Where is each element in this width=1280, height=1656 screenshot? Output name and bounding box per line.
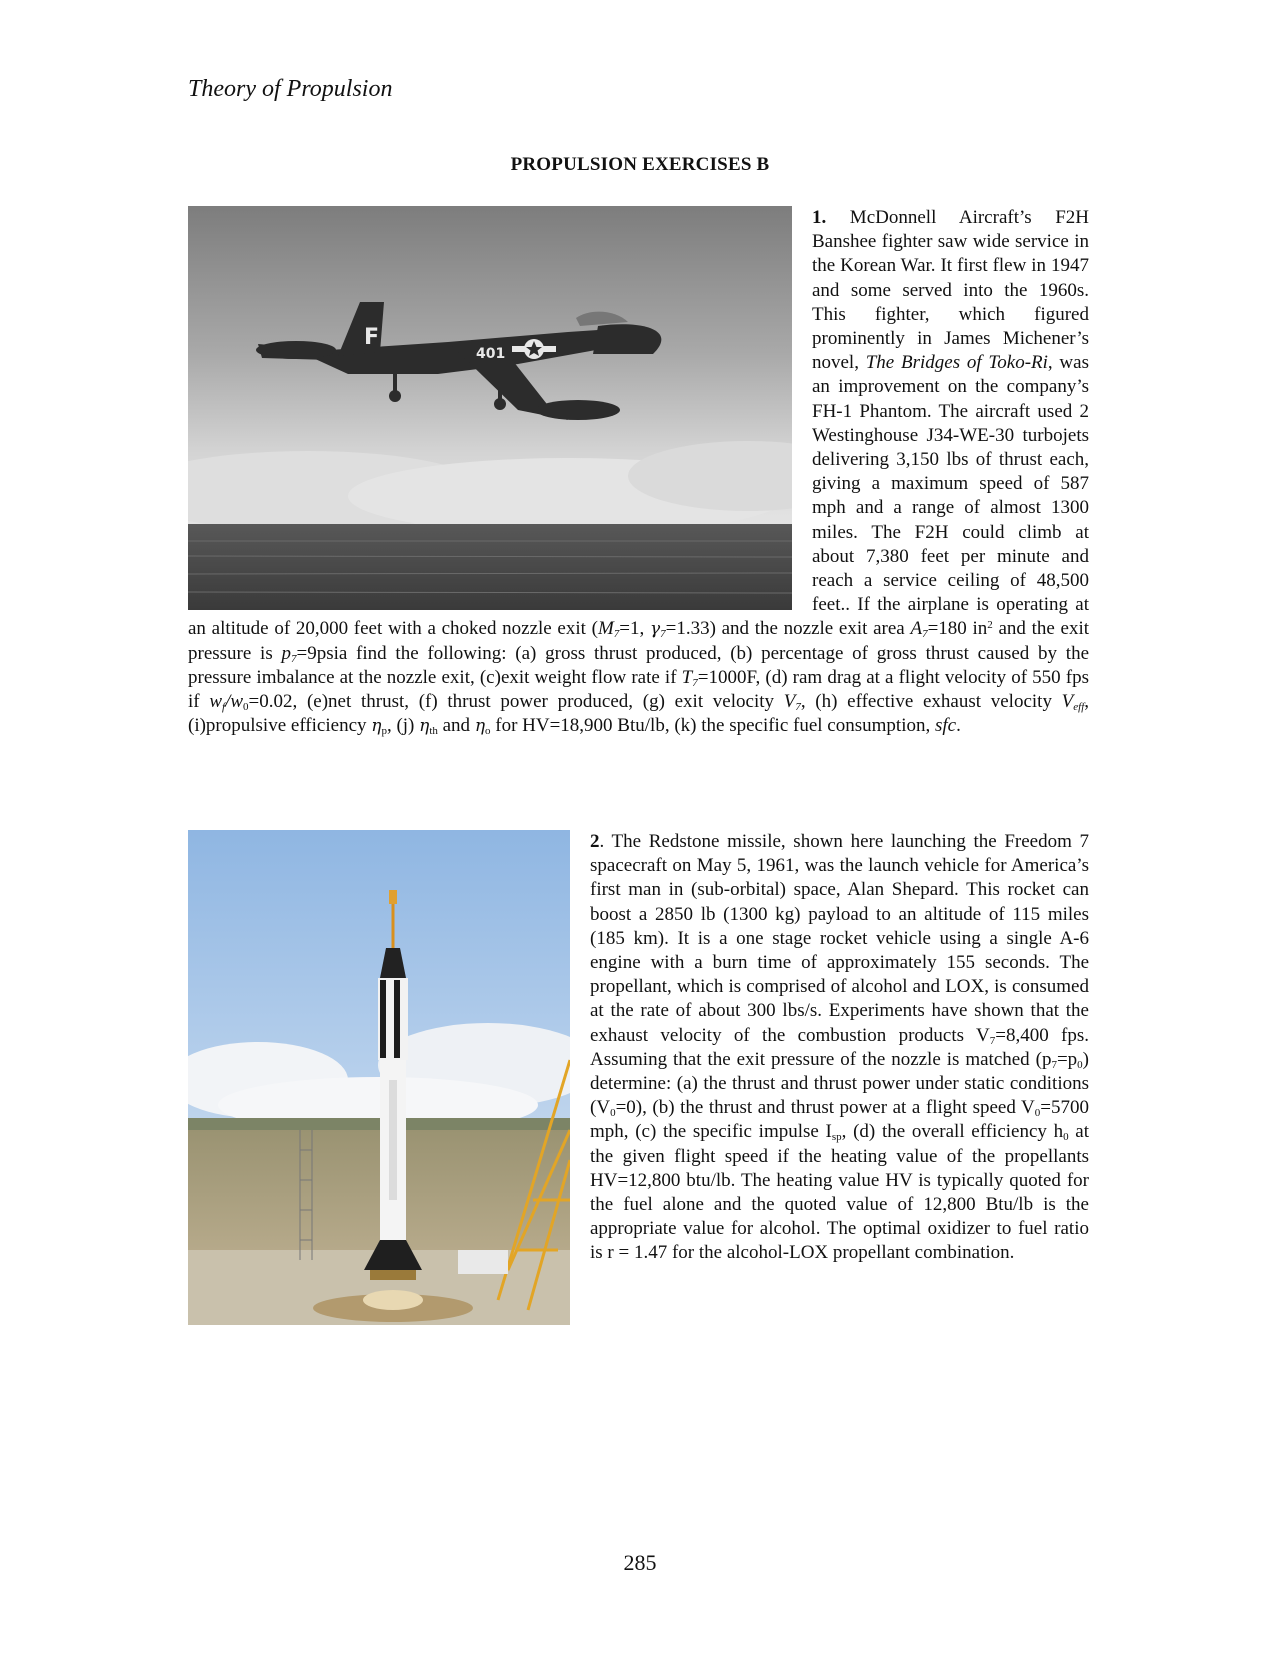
problem-2-number: 2 <box>590 831 600 852</box>
running-head: Theory of Propulsion <box>188 76 393 102</box>
plane-tail-code: F <box>364 325 380 350</box>
banshee-illustration <box>188 206 792 610</box>
redstone-illustration <box>188 830 570 1325</box>
problem-1: F 401 1. McDonnell Aircraft’s F2H Banshee fighter saw wide service in the Korean War. It first flew in 1947 and some served into the 1960s. This fighter, which figured prominently in James Michener’s novel, The Bridges of Toko-Ri, was an improvement on the company’s FH-1 Phantom. The aircraft used 2 Westinghouse J34-WE-30 turbojets delivering 3,150 lbs of thrust each, giving a maximum speed of 587 mph and a range of almost 1300 miles. The F2H could climb at about 7,380 feet per minute and reach a service ceiling of 48,500 feet.. If the airplane is operating at an altitude of 20,000 feet with a choked nozzle exit ($M_7=1$, $\gamma_7=1.33$) and the nozzle exit area $A_7=180$ $in^2$ and the exit pressure is $p_7=9psia$ find the following: (a) gross thrust produced, (b) percentage of gross thrust caused by the pressure imbalance at the nozzle exit, (c)exit weight flow rate if $T_7=1000F$, (d) ram drag at a flight velocity of 550 fps if $w_f/w_0=0.02$, (e)net thrust, (f) thrust power produced, (g) exit velocity $V_7$, (h) effective exhaust velocity $V_{eff}$, (i)propulsive efficiency $\eta_p$, (j) $\eta_{th}$ and $\eta_o$ for HV=18,900 Btu/lb, (k) the specific fuel consumption, sfc. <box>188 206 1089 738</box>
page-title: PROPULSION EXERCISES B <box>510 154 770 175</box>
problem-2: 2. The Redstone missile, shown here launching the Freedom 7 spacecraft on May 5, 1961, was the launch vehicle for America’s first man in (sub-orbital) space, Alan Shepard. This rocket can boost a 2850 lb (1300 kg) payload to an altitude of 115 miles (185 km). It is a one stage rocket vehicle using a single A-6 engine with a burn time of approximately 155 seconds. The propellant, which is comprised of alcohol and LOX, is consumed at the rate of about 300 lbs/s. Experiments have shown that the exhaust velocity of the combustion products $V_7=8,400$ fps. Assuming that the exit pressure of the nozzle is matched $(p_7=p_0)$ determine: (a) the thrust and thrust power under static conditions $(V_0=0)$, (b) the thrust and thrust power at a flight speed $V_0=5700$ mph, (c) the specific impulse $I_{sp}$, (d) the overall efficiency $h_0$ at the given flight speed if the heating value of the propellants HV=12,800 btu/lb. The heating value HV is typically quoted for the fuel alone and the quoted value of 12,800 Btu/lb is the appropriate value for alcohol. The optimal oxidizer to fuel ratio is r = 1.47 for the alcohol-LOX propellant combination. <box>590 831 1089 1264</box>
banshee-photo <box>188 206 792 610</box>
page-number: 285 <box>623 1550 657 1575</box>
redstone-photo <box>188 830 570 1325</box>
problem-1-number: 1. <box>812 207 827 228</box>
plane-number: 401 <box>476 346 506 362</box>
